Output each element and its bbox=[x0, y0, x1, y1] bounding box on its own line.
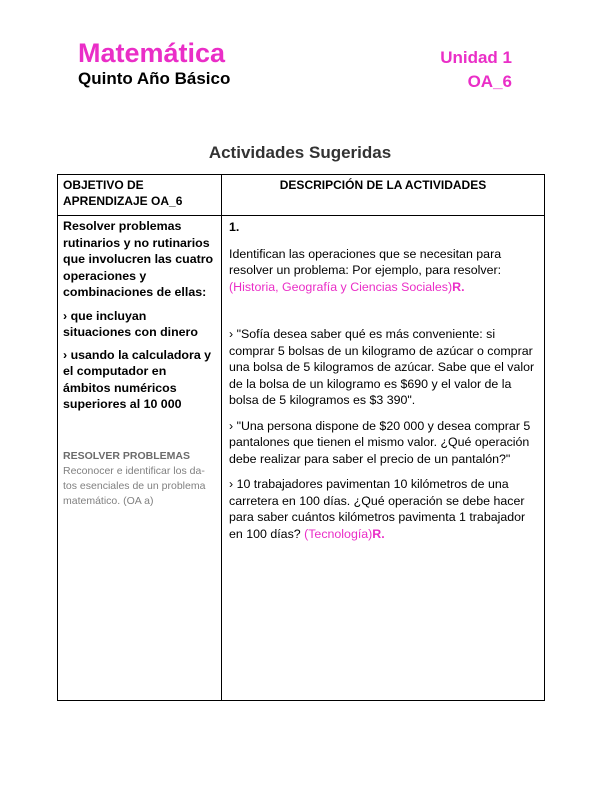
oa-label: OA_6 bbox=[467, 72, 512, 91]
objective-bullet-calculator: › usando la calculadora y el computador en ámbitos numéricos superiores al 10 000 bbox=[63, 347, 212, 411]
header-right bbox=[440, 46, 512, 94]
section-title: Actividades Sugeridas bbox=[208, 143, 392, 162]
activity-number: 1. bbox=[229, 220, 240, 234]
activities-table bbox=[57, 174, 545, 701]
grade-label: Quinto Año Básico bbox=[78, 69, 231, 88]
objective-cell bbox=[58, 216, 222, 701]
activity-intro bbox=[229, 246, 538, 296]
description-cell bbox=[222, 216, 545, 701]
header-left bbox=[78, 38, 230, 90]
skill-box bbox=[63, 449, 215, 509]
skill-title: RESOLVER PROBLEMAS bbox=[63, 449, 190, 462]
table-row bbox=[58, 216, 545, 701]
intro-text: Identifican las operaciones que se necesitan para resolver un problema: Por ejemplo, para resolver: bbox=[229, 246, 502, 277]
r-mark: R. bbox=[372, 526, 385, 541]
problem-workers-text: › 10 trabajadores pavimentan 10 kilómetros de una carretera en 100 días. ¿Qué operación se debe hacer para saber cuántos kilómetros pavimenta 1 trabajador en 100 días? bbox=[229, 477, 526, 541]
objective-bullet-money: › que incluyan situaciones con dinero bbox=[63, 308, 198, 339]
table-header-row bbox=[58, 175, 545, 216]
problem-workers bbox=[229, 476, 538, 542]
subject-title: Matemática bbox=[78, 38, 226, 68]
unit-label: Unidad 1 bbox=[440, 48, 512, 67]
problem-pants: › "Una persona dispone de $20 000 y desea comprar 5 pantalones que tienen el mismo valor. ¿Qué operación debe realizar para saber el precio de un pantalón?" bbox=[229, 418, 531, 466]
objective-text: Resolver problemas rutinarios y no rutinarios que involucren las cuatro operaciones y combinaciones de ellas: bbox=[63, 219, 214, 299]
skill-text: Reconocer e identificar los da- tos esenciales de un problema matemático. (OA a) bbox=[63, 464, 206, 507]
description-column-header: DESCRIPCIÓN DE LA ACTIVIDADES bbox=[222, 175, 545, 216]
problem-sugar: › "Sofía desea saber qué es más conveniente: si comprar 5 bolsas de un kilogramo de azúcar o comprar una bolsa de 5 kilogramos de azúcar. Sabe que el valor de la bolsa de un kilogramo es $690 y el valor de la bolsa de 5 kilogramos es $3 390". bbox=[229, 327, 535, 407]
r-mark: R. bbox=[452, 279, 465, 294]
subject-link-technology: (Tecnología) bbox=[304, 526, 373, 541]
subject-link-history: (Historia, Geografía y Ciencias Sociales) bbox=[229, 279, 453, 294]
objective-column-header: OBJETIVO DE APRENDIZAJE OA_6 bbox=[58, 175, 222, 216]
